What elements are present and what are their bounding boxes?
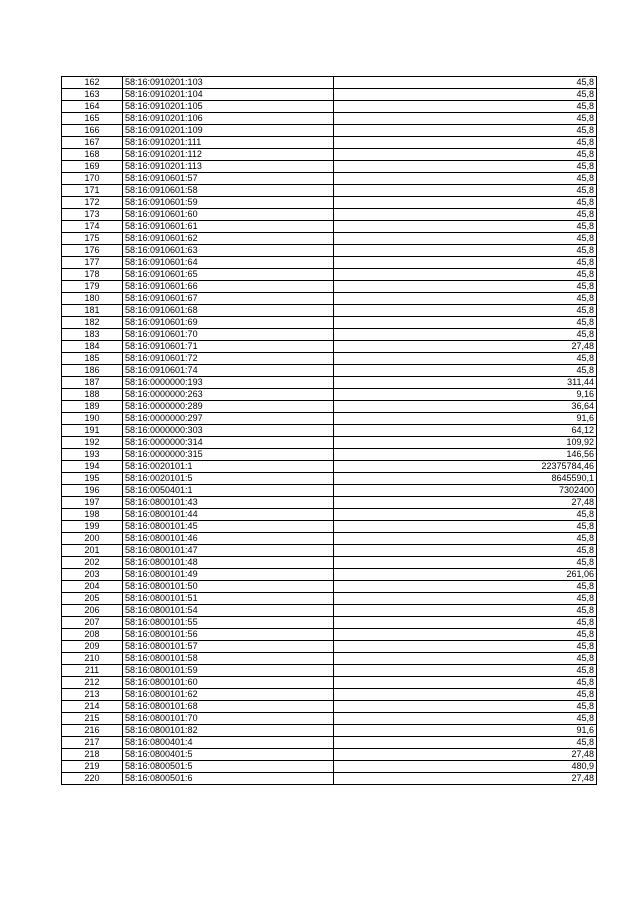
value-cell: 45,8 — [334, 113, 597, 125]
cadastral-number-cell: 58:16:0800101:57 — [123, 641, 334, 653]
table-row — [62, 545, 597, 557]
cadastral-number-cell: 58:16:0800501:6 — [123, 773, 334, 785]
table-row — [62, 113, 597, 125]
value-cell: 45,8 — [334, 293, 597, 305]
table-row — [62, 617, 597, 629]
value-cell: 45,8 — [334, 329, 597, 341]
row-number-cell: 194 — [62, 461, 123, 473]
value-cell: 27,48 — [334, 497, 597, 509]
value-cell: 45,8 — [334, 653, 597, 665]
cadastral-number-cell: 58:16:0800101:68 — [123, 701, 334, 713]
table-row — [62, 137, 597, 149]
row-number-cell: 173 — [62, 209, 123, 221]
table-row — [62, 701, 597, 713]
table-row — [62, 341, 597, 353]
table-row — [62, 413, 597, 425]
cadastral-number-cell: 58:16:0050401:1 — [123, 485, 334, 497]
row-number-cell: 196 — [62, 485, 123, 497]
value-cell: 45,8 — [334, 365, 597, 377]
table-row — [62, 737, 597, 749]
row-number-cell: 179 — [62, 281, 123, 293]
table-row — [62, 125, 597, 137]
cadastral-number-cell: 58:16:0910601:63 — [123, 245, 334, 257]
cadastral-number-cell: 58:16:0910601:58 — [123, 185, 334, 197]
row-number-cell: 218 — [62, 749, 123, 761]
cadastral-number-cell: 58:16:0910601:62 — [123, 233, 334, 245]
row-number-cell: 192 — [62, 437, 123, 449]
row-number-cell: 174 — [62, 221, 123, 233]
cadastral-number-cell: 58:16:0800101:46 — [123, 533, 334, 545]
table-row — [62, 101, 597, 113]
table-row — [62, 221, 597, 233]
cadastral-number-cell: 58:16:0800101:43 — [123, 497, 334, 509]
value-cell: 9,16 — [334, 389, 597, 401]
table-row — [62, 689, 597, 701]
cadastral-number-cell: 58:16:0800101:49 — [123, 569, 334, 581]
row-number-cell: 175 — [62, 233, 123, 245]
cadastral-number-cell: 58:16:0910201:105 — [123, 101, 334, 113]
table-row — [62, 173, 597, 185]
cadastral-number-cell: 58:16:0910201:111 — [123, 137, 334, 149]
value-cell: 45,8 — [334, 77, 597, 89]
row-number-cell: 178 — [62, 269, 123, 281]
table-row — [62, 629, 597, 641]
cadastral-number-cell: 58:16:0910601:71 — [123, 341, 334, 353]
table-row — [62, 725, 597, 737]
table-row — [62, 773, 597, 785]
cadastral-number-cell: 58:16:0800401:5 — [123, 749, 334, 761]
value-cell: 480,9 — [334, 761, 597, 773]
row-number-cell: 203 — [62, 569, 123, 581]
cadastral-number-cell: 58:16:0800101:60 — [123, 677, 334, 689]
table-row — [62, 317, 597, 329]
table-row — [62, 665, 597, 677]
row-number-cell: 210 — [62, 653, 123, 665]
row-number-cell: 171 — [62, 185, 123, 197]
value-cell: 27,48 — [334, 773, 597, 785]
table-row — [62, 401, 597, 413]
cadastral-number-cell: 58:16:0800101:59 — [123, 665, 334, 677]
table-row — [62, 641, 597, 653]
cadastral-number-cell: 58:16:0000000:303 — [123, 425, 334, 437]
row-number-cell: 213 — [62, 689, 123, 701]
cadastral-number-cell: 58:16:0910601:67 — [123, 293, 334, 305]
cadastral-number-cell: 58:16:0910601:64 — [123, 257, 334, 269]
value-cell: 45,8 — [334, 533, 597, 545]
cadastral-number-cell: 58:16:0910601:65 — [123, 269, 334, 281]
row-number-cell: 206 — [62, 605, 123, 617]
value-cell: 45,8 — [334, 581, 597, 593]
value-cell: 45,8 — [334, 89, 597, 101]
table-row — [62, 377, 597, 389]
table-row — [62, 233, 597, 245]
cadastral-number-cell: 58:16:0800101:54 — [123, 605, 334, 617]
value-cell: 45,8 — [334, 257, 597, 269]
value-cell: 45,8 — [334, 305, 597, 317]
table-row — [62, 77, 597, 89]
value-cell: 91,6 — [334, 413, 597, 425]
row-number-cell: 183 — [62, 329, 123, 341]
value-cell: 27,48 — [334, 749, 597, 761]
table-row — [62, 365, 597, 377]
row-number-cell: 195 — [62, 473, 123, 485]
cadastral-number-cell: 58:16:0910201:106 — [123, 113, 334, 125]
cadastral-number-cell: 58:16:0800101:82 — [123, 725, 334, 737]
row-number-cell: 186 — [62, 365, 123, 377]
row-number-cell: 217 — [62, 737, 123, 749]
row-number-cell: 193 — [62, 449, 123, 461]
cadastral-number-cell: 58:16:0910601:59 — [123, 197, 334, 209]
row-number-cell: 180 — [62, 293, 123, 305]
value-cell: 261,06 — [334, 569, 597, 581]
row-number-cell: 197 — [62, 497, 123, 509]
row-number-cell: 167 — [62, 137, 123, 149]
row-number-cell: 209 — [62, 641, 123, 653]
cadastral-number-cell: 58:16:0910201:103 — [123, 77, 334, 89]
table-row — [62, 269, 597, 281]
table-row — [62, 713, 597, 725]
value-cell: 45,8 — [334, 677, 597, 689]
table-row — [62, 509, 597, 521]
value-cell: 7302400 — [334, 485, 597, 497]
row-number-cell: 162 — [62, 77, 123, 89]
row-number-cell: 177 — [62, 257, 123, 269]
value-cell: 45,8 — [334, 245, 597, 257]
table-row — [62, 353, 597, 365]
row-number-cell: 200 — [62, 533, 123, 545]
table-row — [62, 197, 597, 209]
value-cell: 45,8 — [334, 557, 597, 569]
table-row — [62, 257, 597, 269]
cadastral-number-cell: 58:16:0800501:5 — [123, 761, 334, 773]
row-number-cell: 207 — [62, 617, 123, 629]
table-row — [62, 305, 597, 317]
value-cell: 91,6 — [334, 725, 597, 737]
value-cell: 45,8 — [334, 689, 597, 701]
table-row — [62, 461, 597, 473]
value-cell: 45,8 — [334, 281, 597, 293]
table-row — [62, 593, 597, 605]
value-cell: 45,8 — [334, 197, 597, 209]
value-cell: 45,8 — [334, 593, 597, 605]
parcel-table — [61, 76, 597, 785]
cadastral-number-cell: 58:16:0800101:58 — [123, 653, 334, 665]
row-number-cell: 184 — [62, 341, 123, 353]
cadastral-number-cell: 58:16:0800101:44 — [123, 509, 334, 521]
row-number-cell: 202 — [62, 557, 123, 569]
table-row — [62, 677, 597, 689]
cadastral-number-cell: 58:16:0910601:68 — [123, 305, 334, 317]
value-cell: 45,8 — [334, 629, 597, 641]
cadastral-number-cell: 58:16:0000000:315 — [123, 449, 334, 461]
table-row — [62, 293, 597, 305]
row-number-cell: 216 — [62, 725, 123, 737]
row-number-cell: 198 — [62, 509, 123, 521]
table-row — [62, 281, 597, 293]
cadastral-number-cell: 58:16:0910201:113 — [123, 161, 334, 173]
cadastral-number-cell: 58:16:0910601:72 — [123, 353, 334, 365]
cadastral-number-cell: 58:16:0800101:70 — [123, 713, 334, 725]
cadastral-number-cell: 58:16:0000000:314 — [123, 437, 334, 449]
value-cell: 45,8 — [334, 521, 597, 533]
table-row — [62, 557, 597, 569]
value-cell: 45,8 — [334, 509, 597, 521]
cadastral-number-cell: 58:16:0800101:45 — [123, 521, 334, 533]
table-body — [62, 77, 597, 785]
cadastral-number-cell: 58:16:0000000:263 — [123, 389, 334, 401]
table-row — [62, 449, 597, 461]
cadastral-number-cell: 58:16:0910601:60 — [123, 209, 334, 221]
row-number-cell: 219 — [62, 761, 123, 773]
cadastral-number-cell: 58:16:0000000:297 — [123, 413, 334, 425]
value-cell: 45,8 — [334, 737, 597, 749]
table-row — [62, 425, 597, 437]
row-number-cell: 165 — [62, 113, 123, 125]
value-cell: 45,8 — [334, 209, 597, 221]
value-cell: 45,8 — [334, 701, 597, 713]
value-cell: 45,8 — [334, 137, 597, 149]
value-cell: 36,64 — [334, 401, 597, 413]
cadastral-number-cell: 58:16:0910601:70 — [123, 329, 334, 341]
table-row — [62, 473, 597, 485]
table-row — [62, 209, 597, 221]
value-cell: 64,12 — [334, 425, 597, 437]
row-number-cell: 215 — [62, 713, 123, 725]
row-number-cell: 189 — [62, 401, 123, 413]
cadastral-number-cell: 58:16:0910201:109 — [123, 125, 334, 137]
cadastral-number-cell: 58:16:0910601:57 — [123, 173, 334, 185]
cadastral-number-cell: 58:16:0800101:50 — [123, 581, 334, 593]
row-number-cell: 220 — [62, 773, 123, 785]
row-number-cell: 187 — [62, 377, 123, 389]
row-number-cell: 172 — [62, 197, 123, 209]
row-number-cell: 176 — [62, 245, 123, 257]
row-number-cell: 204 — [62, 581, 123, 593]
cadastral-number-cell: 58:16:0800101:62 — [123, 689, 334, 701]
value-cell: 45,8 — [334, 665, 597, 677]
value-cell: 45,8 — [334, 317, 597, 329]
row-number-cell: 170 — [62, 173, 123, 185]
value-cell: 22375784,46 — [334, 461, 597, 473]
value-cell: 45,8 — [334, 545, 597, 557]
table-row — [62, 245, 597, 257]
cadastral-number-cell: 58:16:0910601:74 — [123, 365, 334, 377]
cadastral-number-cell: 58:16:0910601:69 — [123, 317, 334, 329]
cadastral-number-cell: 58:16:0910201:104 — [123, 89, 334, 101]
value-cell: 45,8 — [334, 605, 597, 617]
row-number-cell: 201 — [62, 545, 123, 557]
value-cell: 45,8 — [334, 641, 597, 653]
cadastral-number-cell: 58:16:0800401:4 — [123, 737, 334, 749]
cadastral-number-cell: 58:16:0000000:193 — [123, 377, 334, 389]
row-number-cell: 182 — [62, 317, 123, 329]
row-number-cell: 188 — [62, 389, 123, 401]
value-cell: 311,44 — [334, 377, 597, 389]
value-cell: 45,8 — [334, 353, 597, 365]
table-row — [62, 653, 597, 665]
row-number-cell: 212 — [62, 677, 123, 689]
value-cell: 45,8 — [334, 713, 597, 725]
table-row — [62, 485, 597, 497]
cadastral-number-cell: 58:16:0000000:289 — [123, 401, 334, 413]
table-row — [62, 761, 597, 773]
value-cell: 8645590,1 — [334, 473, 597, 485]
table-row — [62, 533, 597, 545]
cadastral-number-cell: 58:16:0910601:61 — [123, 221, 334, 233]
row-number-cell: 166 — [62, 125, 123, 137]
row-number-cell: 190 — [62, 413, 123, 425]
row-number-cell: 191 — [62, 425, 123, 437]
table-row — [62, 329, 597, 341]
cadastral-number-cell: 58:16:0800101:55 — [123, 617, 334, 629]
value-cell: 45,8 — [334, 221, 597, 233]
row-number-cell: 205 — [62, 593, 123, 605]
row-number-cell: 164 — [62, 101, 123, 113]
table-row — [62, 89, 597, 101]
table-row — [62, 389, 597, 401]
cadastral-number-cell: 58:16:0800101:56 — [123, 629, 334, 641]
cadastral-number-cell: 58:16:0910601:66 — [123, 281, 334, 293]
value-cell: 45,8 — [334, 125, 597, 137]
document-page — [61, 76, 596, 785]
value-cell: 27,48 — [334, 341, 597, 353]
table-row — [62, 749, 597, 761]
cadastral-number-cell: 58:16:0800101:48 — [123, 557, 334, 569]
value-cell: 45,8 — [334, 233, 597, 245]
table-row — [62, 497, 597, 509]
value-cell: 45,8 — [334, 185, 597, 197]
value-cell: 45,8 — [334, 617, 597, 629]
row-number-cell: 214 — [62, 701, 123, 713]
row-number-cell: 208 — [62, 629, 123, 641]
row-number-cell: 168 — [62, 149, 123, 161]
value-cell: 45,8 — [334, 269, 597, 281]
cadastral-number-cell: 58:16:0910201:112 — [123, 149, 334, 161]
table-row — [62, 569, 597, 581]
row-number-cell: 169 — [62, 161, 123, 173]
value-cell: 45,8 — [334, 173, 597, 185]
row-number-cell: 185 — [62, 353, 123, 365]
row-number-cell: 211 — [62, 665, 123, 677]
value-cell: 45,8 — [334, 149, 597, 161]
cadastral-number-cell: 58:16:0020101:5 — [123, 473, 334, 485]
row-number-cell: 163 — [62, 89, 123, 101]
table-row — [62, 521, 597, 533]
value-cell: 45,8 — [334, 101, 597, 113]
table-row — [62, 437, 597, 449]
table-row — [62, 149, 597, 161]
table-row — [62, 605, 597, 617]
value-cell: 146,56 — [334, 449, 597, 461]
cadastral-number-cell: 58:16:0020101:1 — [123, 461, 334, 473]
cadastral-number-cell: 58:16:0800101:47 — [123, 545, 334, 557]
row-number-cell: 199 — [62, 521, 123, 533]
table-row — [62, 161, 597, 173]
value-cell: 109,92 — [334, 437, 597, 449]
table-row — [62, 185, 597, 197]
cadastral-number-cell: 58:16:0800101:51 — [123, 593, 334, 605]
table-row — [62, 581, 597, 593]
row-number-cell: 181 — [62, 305, 123, 317]
value-cell: 45,8 — [334, 161, 597, 173]
